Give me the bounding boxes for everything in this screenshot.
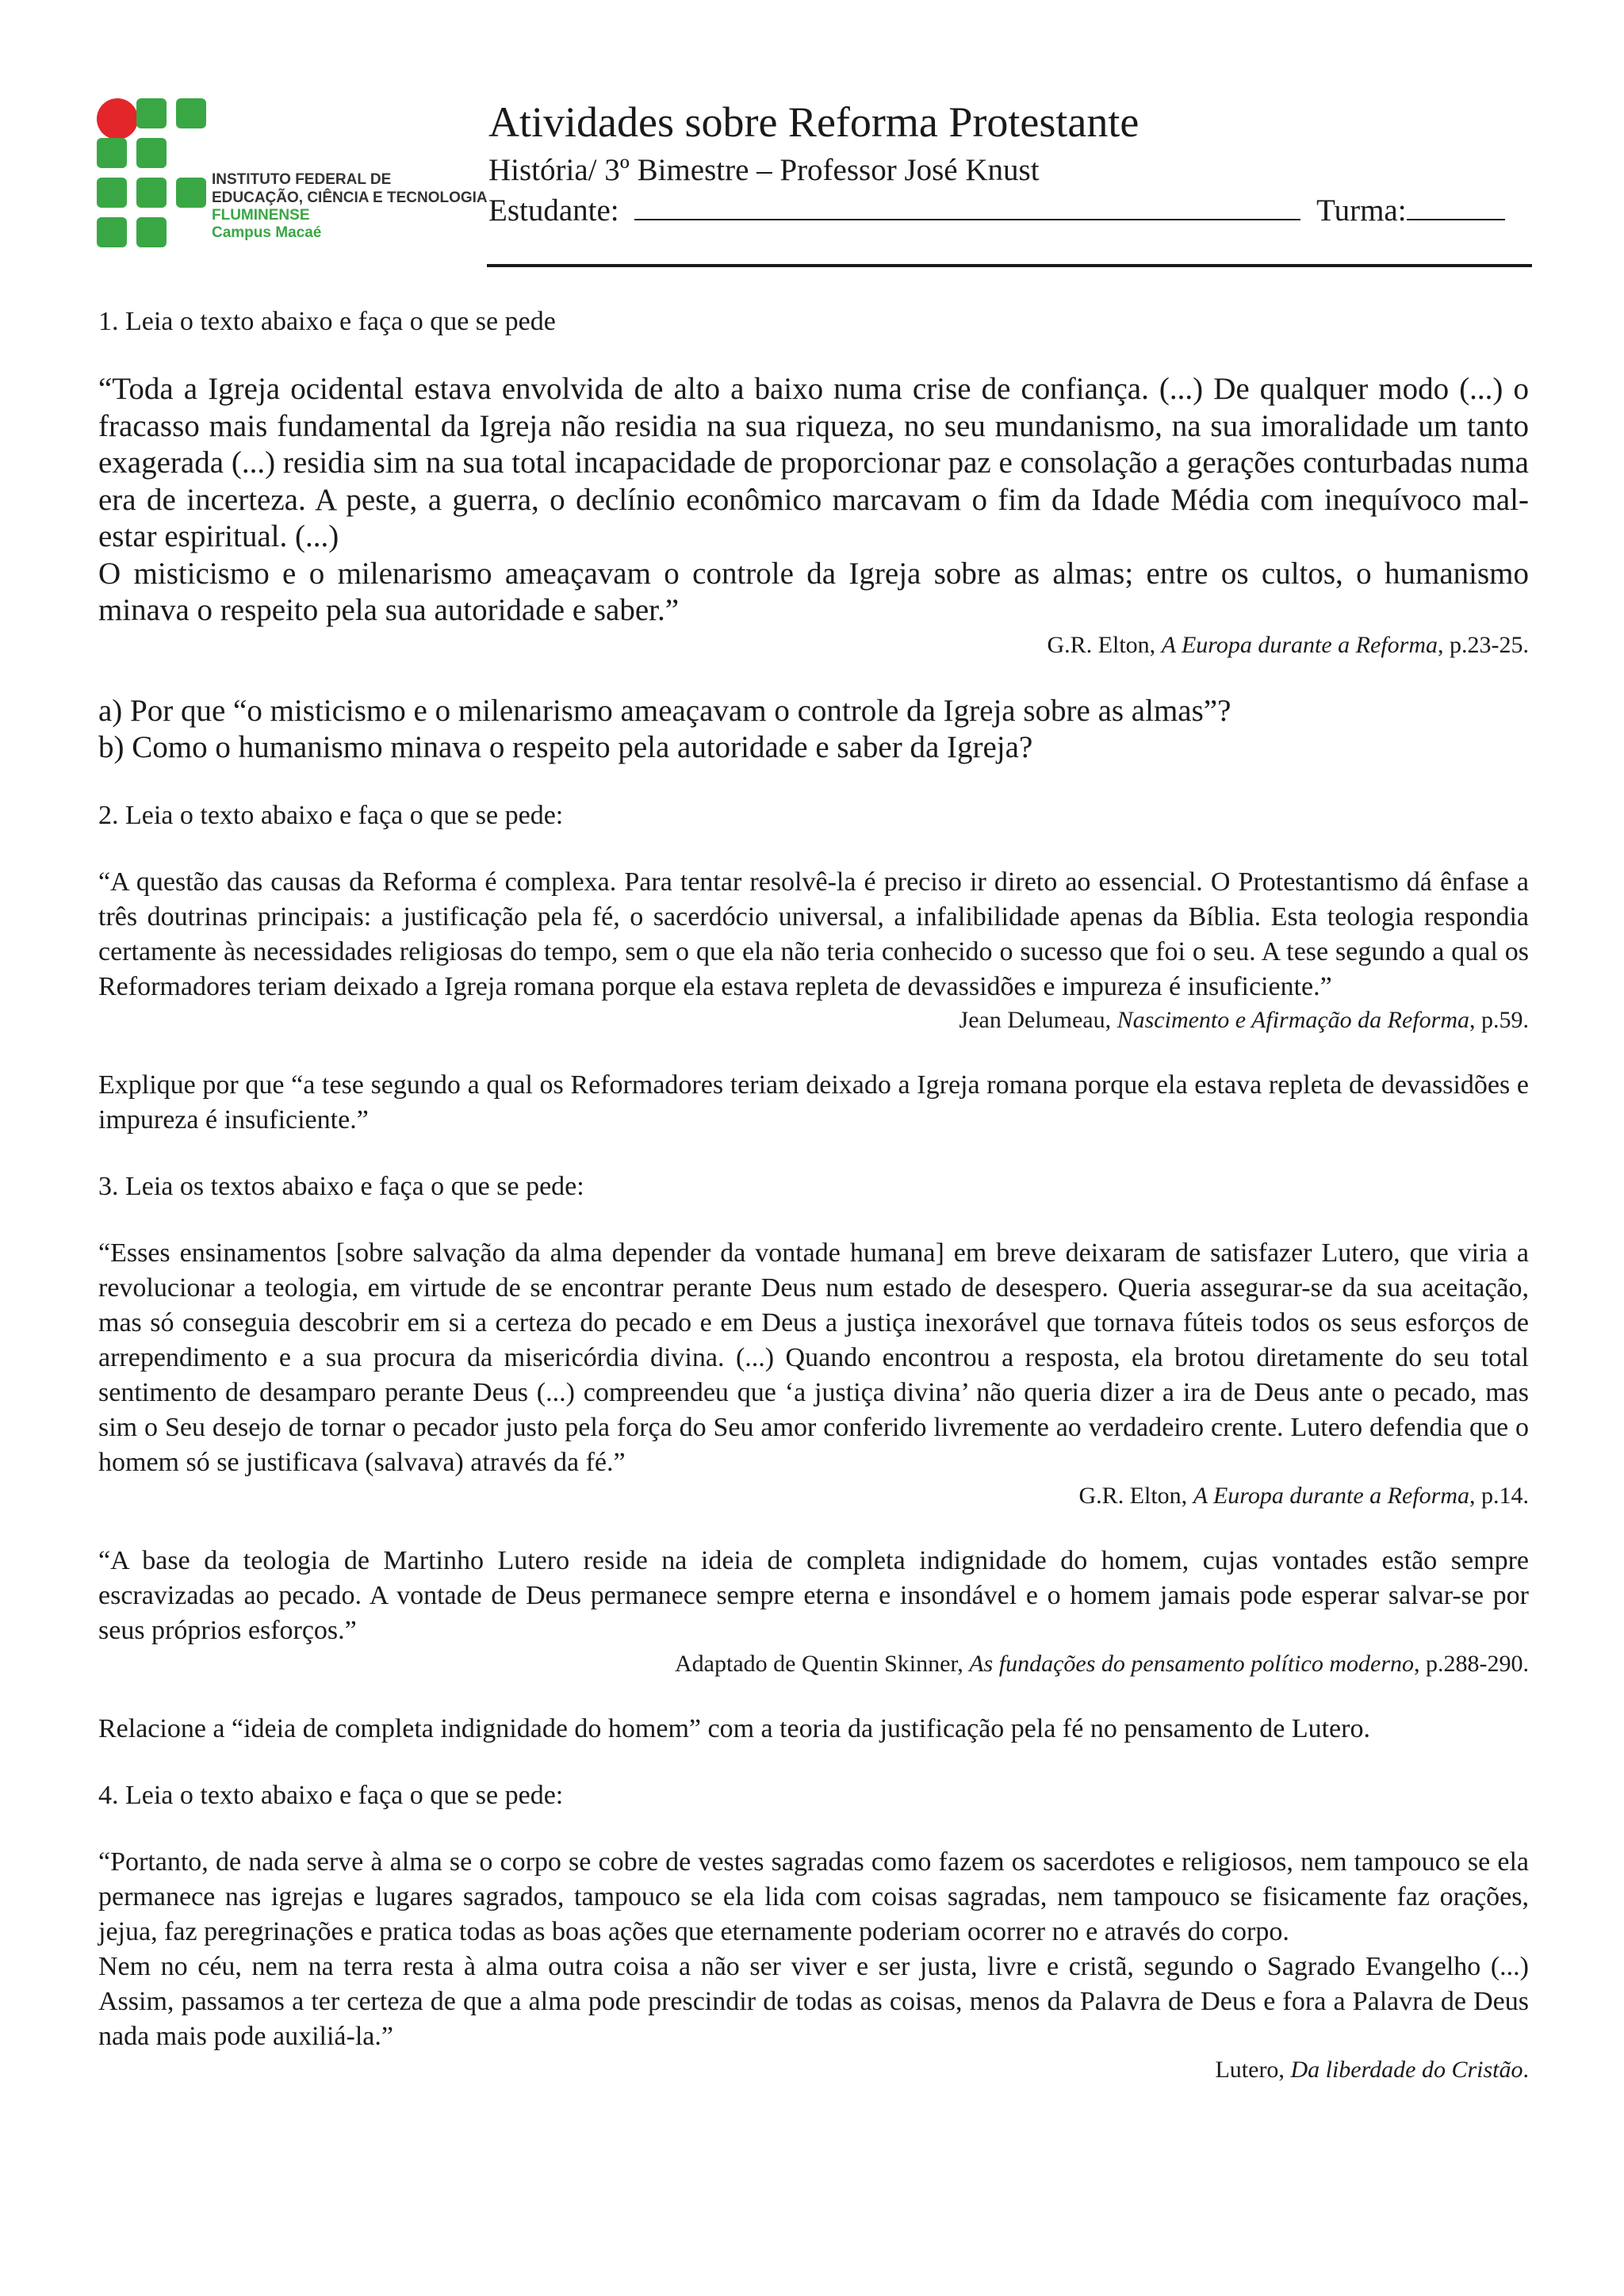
logo-campus bbox=[212, 207, 321, 242]
logo-square bbox=[176, 178, 206, 208]
logo-campus-line: FLUMINENSE bbox=[212, 207, 310, 224]
question-2-quote: “A questão das causas da Reforma é complexa. Para tentar resolvê-la é preciso ir direto ao essencial. O Protestantismo dá ênfase a três doutrinas principais: a justificação pela fé, o sacerdócio universal, a infalibilidade apenas da Bíblia. Esta teologia respondia certamente às necessidades religiosas do tempo, sem o que ela não teria conhecido o sucesso que foi o seu. A tese segundo a qual os Reformadores teriam deixado a Igreja romana porque ela estava repleta de devassidões e impureza é insuficiente.” bbox=[98, 867, 1529, 1001]
header-divider bbox=[487, 264, 1532, 267]
document-subtitle: História/ 3º Bimestre – Professor José Knust bbox=[488, 153, 1040, 187]
source-author: Lutero, bbox=[1215, 2056, 1291, 2083]
question-3-prompt: Relacione a “ideia de completa indignidade do homem” com a teoria da justificação pela fé no pensamento de Lutero. bbox=[98, 1713, 1370, 1743]
student-line bbox=[488, 190, 1532, 232]
logo-institute-line: EDUCAÇÃO, CIÊNCIA E TECNOLOGIA bbox=[212, 189, 488, 206]
question-4-quote: “Portanto, de nada serve à alma se o corpo se cobre de vestes sagradas como fazem os sacerdotes e religiosos, nem tampouco se ela permanece nas igrejas e lugares sagrados, tampouco se ela lida com coisas sagradas, nem tampouco se fisicamente faz orações, jejua, faz peregrinações e pratica todas as boas ações que eternamente poderiam ocorrer no e através do corpo. bbox=[98, 1846, 1529, 1946]
source-pages: . bbox=[1522, 2056, 1529, 2083]
class-blank[interactable] bbox=[1407, 192, 1505, 220]
logo-institute-name bbox=[212, 170, 488, 207]
question-4-heading: 4. Leia o texto abaixo e faça o que se pede: bbox=[98, 1780, 564, 1810]
institution-logo bbox=[97, 98, 488, 254]
logo-square bbox=[97, 217, 127, 247]
logo-red-dot bbox=[97, 98, 138, 140]
logo-square bbox=[136, 178, 167, 208]
question-1-source bbox=[98, 629, 1529, 661]
source-author: Jean Delumeau, bbox=[959, 1006, 1117, 1033]
logo-square bbox=[136, 217, 167, 247]
source-author: Adaptado de Quentin Skinner, bbox=[675, 1650, 970, 1677]
logo-square bbox=[136, 98, 167, 128]
source-author: G.R. Elton, bbox=[1047, 631, 1162, 658]
document-body bbox=[98, 304, 1529, 2086]
student-name-blank[interactable] bbox=[634, 192, 1300, 220]
question-4-source bbox=[98, 2054, 1529, 2086]
logo-square bbox=[176, 98, 206, 128]
question-3-quote-2: “A base da teologia de Martinho Lutero reside na ideia de completa indignidade do homem, cujas vontades estão sempre escravizadas ao pecado. A vontade de Deus permanece sempre eterna e insondável e o homem jamais pode esperar salvar-se por seus próprios esforços.” bbox=[98, 1545, 1529, 1645]
source-title: A Europa durante a Reforma bbox=[1193, 1482, 1469, 1509]
question-1-item-a: a) Por que “o misticismo e o milenarismo ameaçavam o controle da Igreja sobre as almas”? bbox=[98, 693, 1231, 728]
question-2-heading: 2. Leia o texto abaixo e faça o que se pede: bbox=[98, 800, 564, 830]
question-1-quote: “Toda a Igreja ocidental estava envolvida de alto a baixo numa crise de confiança. (...) De qualquer modo (...) o fracasso mais fundamental da Igreja não residia na sua riqueza, no seu mundanismo, na sua imoralidade um tanto exagerada (...) residia sim na sua total incapacidade de proporcionar paz e consolação a gerações conturbadas numa era de incerteza. A peste, a guerra, o declínio econômico marcavam o fim da Idade Média com inequívoco mal-estar espiritual. (...) bbox=[98, 372, 1529, 553]
question-3-source-1 bbox=[98, 1480, 1529, 1512]
question-3-quote-1: “Esses ensinamentos [sobre salvação da alma depender da vontade humana] em breve deixaram de satisfazer Lutero, que viria a revolucionar a teologia, em virtude de se encontrar perante Deus num estado de desespero. Queria assegurar-se da sua aceitação, mas só conseguia descobrir em si a certeza do pecado e em Deus a justiça inexorável que tornava fúteis todos os seus esforços de arrependimento e a sua procura da misericórdia divina. (...) Quando encontrou a resposta, ela brotou diretamente do seu total sentimento de desamparo perante Deus (...) compreendeu que ‘a justiça divina’ não queria dizer a ira de Deus ante o pecado, mas sim o Seu desejo de tornar o pecador justo pela força do Seu amor conferido livremente ao verdadeiro crente. Lutero defendia que o homem só se justificava (salvava) através da fé.” bbox=[98, 1238, 1529, 1477]
source-pages: , p.59. bbox=[1469, 1006, 1529, 1033]
source-title: As fundações do pensamento político moderno bbox=[969, 1650, 1414, 1677]
question-3-heading: 3. Leia os textos abaixo e faça o que se pede: bbox=[98, 1171, 584, 1201]
question-1-item-b: b) Como o humanismo minava o respeito pela autoridade e saber da Igreja? bbox=[98, 730, 1033, 764]
logo-square bbox=[136, 138, 167, 168]
question-2-prompt: Explique por que “a tese segundo a qual os Reformadores teriam deixado a Igreja romana porque ela estava repleta de devassidões e impureza é insuficiente.” bbox=[98, 1070, 1529, 1135]
source-title: Nascimento e Afirmação da Reforma bbox=[1116, 1006, 1469, 1033]
source-author: G.R. Elton, bbox=[1078, 1482, 1193, 1509]
logo-square bbox=[97, 138, 127, 168]
source-title: Da liberdade do Cristão bbox=[1290, 2056, 1523, 2083]
student-label: Estudante: bbox=[488, 193, 619, 228]
question-1-quote-continued: O misticismo e o milenarismo ameaçavam o controle da Igreja sobre as almas; entre os cultos, o humanismo minava o respeito pela sua autoridade e saber.” bbox=[98, 556, 1529, 627]
question-3-source-2 bbox=[98, 1648, 1529, 1680]
logo-institute-line: INSTITUTO FEDERAL DE bbox=[212, 171, 392, 188]
logo-campus-line: Campus Macaé bbox=[212, 224, 322, 241]
source-title: A Europa durante a Reforma bbox=[1161, 631, 1438, 658]
question-4-quote-continued: Nem no céu, nem na terra resta à alma outra coisa a não ser viver e ser justa, livre e cristã, segundo o Sagrado Evangelho (...) Assim, passamos a ter certeza de que a alma pode prescindir de todas as coisas, menos da Palavra de Deus e fora a Palavra de Deus nada mais pode auxiliá-la.” bbox=[98, 1951, 1529, 2051]
logo-square bbox=[97, 178, 127, 208]
source-pages: , p.288-290. bbox=[1414, 1650, 1529, 1677]
question-2-source bbox=[98, 1004, 1529, 1036]
document-header bbox=[488, 94, 1532, 232]
source-pages: , p.23-25. bbox=[1438, 631, 1529, 658]
document-title: Atividades sobre Reforma Protestante bbox=[488, 98, 1139, 146]
source-pages: , p.14. bbox=[1469, 1482, 1529, 1509]
question-1-heading: 1. Leia o texto abaixo e faça o que se pede bbox=[98, 307, 556, 336]
class-label: Turma: bbox=[1316, 193, 1407, 228]
